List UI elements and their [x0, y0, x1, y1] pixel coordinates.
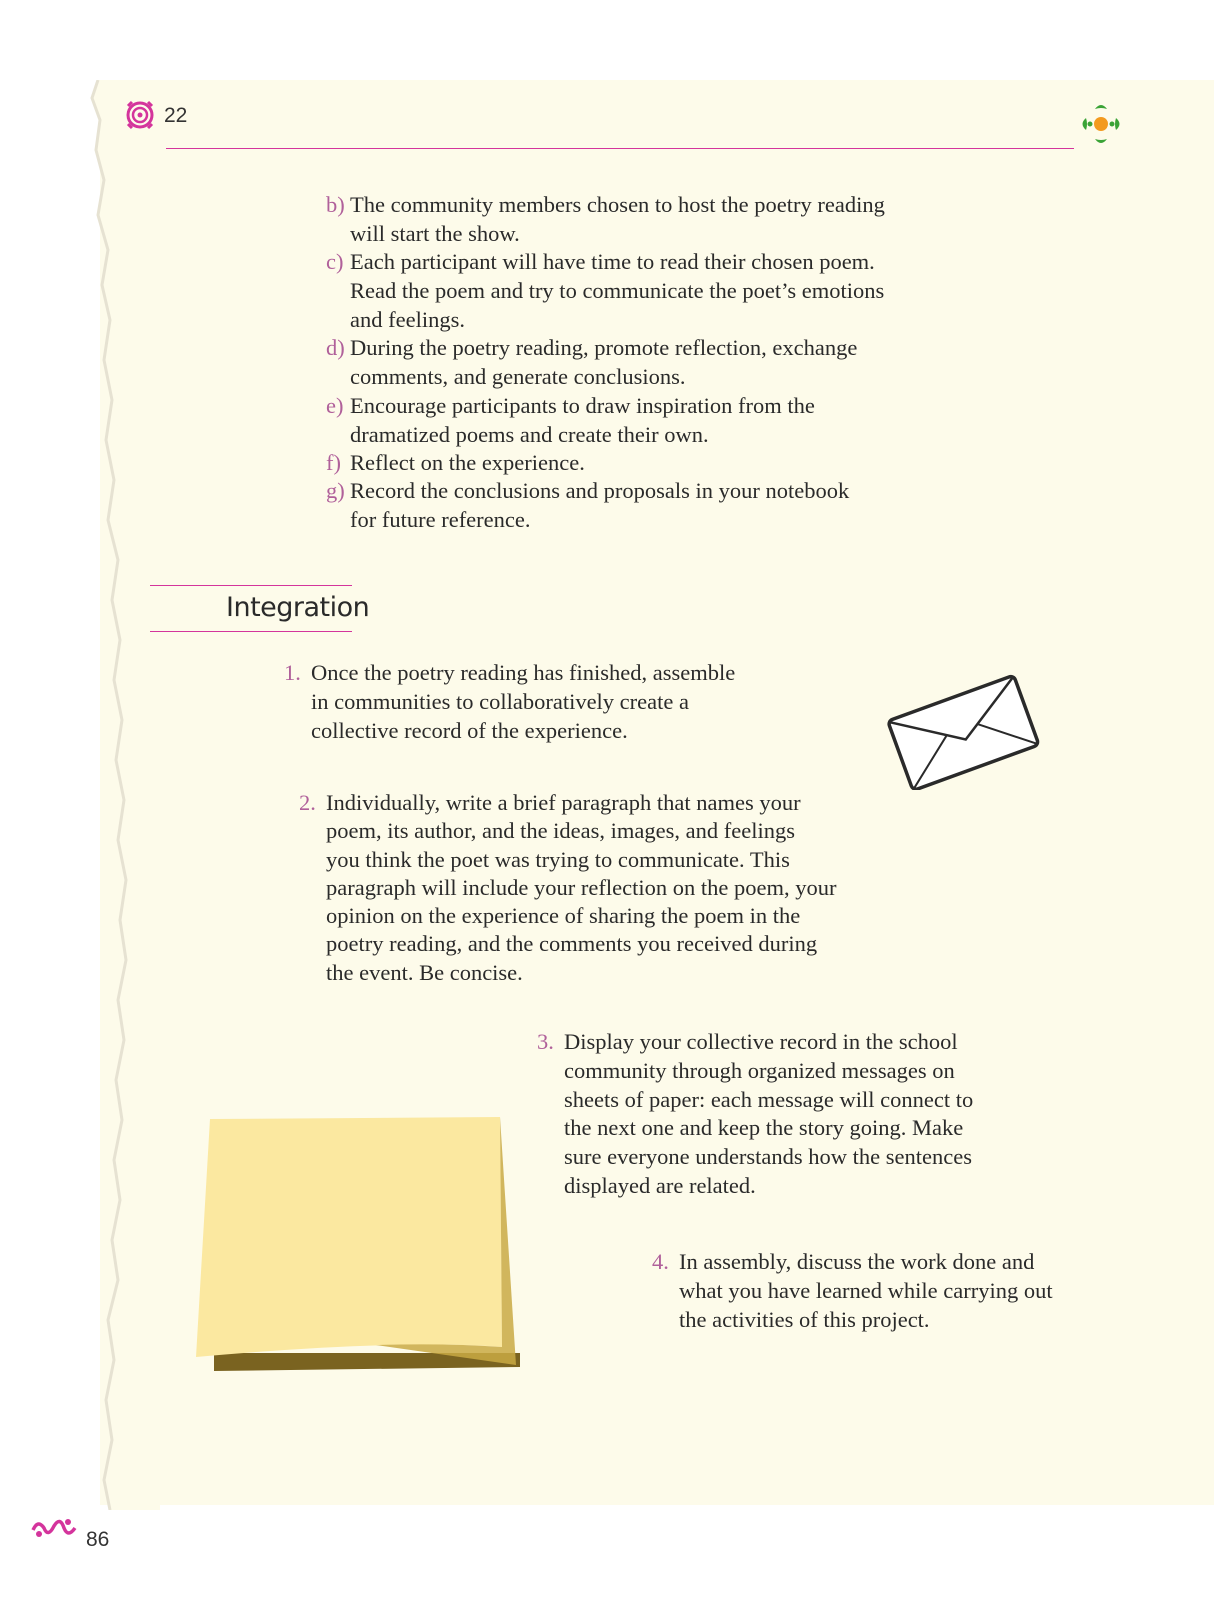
item-marker: 4. — [652, 1249, 669, 1274]
item-marker: 2. — [299, 790, 316, 815]
chapter-page-number: 22 — [164, 104, 188, 127]
item-line: Reflect on the experience. — [350, 450, 585, 475]
item-marker: c) — [326, 249, 344, 274]
item-line: In assembly, discuss the work done and — [679, 1249, 1035, 1274]
list-item — [652, 1248, 1053, 1334]
item-line: Record the conclusions and proposals in your notebook — [350, 478, 850, 503]
item-line: poetry reading, and the comments you received during — [326, 931, 818, 957]
page-number: 86 — [86, 1528, 110, 1551]
item-marker: 3. — [537, 1029, 554, 1054]
item-line: Once the poetry reading has finished, assemble — [311, 660, 736, 685]
item-line: comments, and generate conclusions. — [350, 363, 686, 389]
item-line: community through organized messages on — [564, 1057, 955, 1083]
item-line: paragraph will include your reflection on the poem, your — [326, 874, 837, 900]
spiral-emblem-icon — [126, 100, 154, 130]
item-marker: b) — [326, 192, 345, 217]
item-line: and feelings. — [350, 306, 465, 332]
item-line: collective record of the experience. — [311, 717, 628, 743]
ornament-icon — [30, 1516, 78, 1542]
item-line: Read the poem and try to communicate the poet’s emotions — [350, 277, 885, 303]
section-rule-top — [150, 585, 352, 586]
list-item — [537, 1028, 973, 1201]
item-line: Display your collective record in the school — [564, 1029, 958, 1054]
item-line: The community members chosen to host the poetry reading — [350, 192, 885, 217]
item-line: will start the show. — [350, 220, 520, 246]
header-rule — [166, 148, 1074, 149]
list-item — [326, 191, 885, 249]
list-item — [326, 449, 585, 478]
list-item — [326, 334, 857, 392]
item-line: opinion on the experience of sharing the poem in the — [326, 903, 801, 929]
section-title: Integration — [226, 592, 370, 623]
item-line: sheets of paper: each message will connect to — [564, 1086, 974, 1112]
list-item — [326, 392, 815, 450]
item-line: what you have learned while carrying out — [679, 1277, 1053, 1303]
item-line: you think the poet was trying to communicate. This — [326, 846, 790, 872]
flower-emblem-icon — [1078, 99, 1124, 149]
item-marker: f) — [326, 450, 341, 475]
list-item — [284, 659, 735, 745]
torn-paper-edge — [0, 80, 160, 1510]
item-line: Each participant will have time to read their chosen poem. — [350, 249, 875, 274]
item-line: the activities of this project. — [679, 1306, 930, 1332]
item-line: for future reference. — [350, 506, 531, 532]
item-line: sure everyone understands how the sentences — [564, 1144, 972, 1170]
list-item — [326, 477, 849, 535]
item-marker: e) — [326, 393, 344, 418]
item-line: Individually, write a brief paragraph that names your — [326, 790, 801, 815]
item-marker: 1. — [284, 660, 301, 685]
envelope-illustration — [884, 674, 1042, 790]
item-line: poem, its author, and the ideas, images, and feelings — [326, 818, 795, 844]
item-line: the next one and keep the story going. Make — [564, 1115, 964, 1141]
item-line: displayed are related. — [564, 1172, 756, 1198]
item-line: the event. Be concise. — [326, 959, 523, 985]
item-line: in communities to collaboratively create a — [311, 688, 689, 714]
list-item — [299, 789, 836, 987]
item-line: During the poetry reading, promote reflection, exchange — [350, 335, 858, 360]
item-marker: d) — [326, 335, 345, 360]
sticky-note-illustration — [196, 1117, 526, 1379]
list-item — [326, 248, 884, 334]
item-marker: g) — [326, 478, 345, 503]
section-rule-bottom — [150, 631, 352, 632]
item-line: dramatized poems and create their own. — [350, 421, 709, 447]
item-line: Encourage participants to draw inspiration from the — [350, 393, 815, 418]
